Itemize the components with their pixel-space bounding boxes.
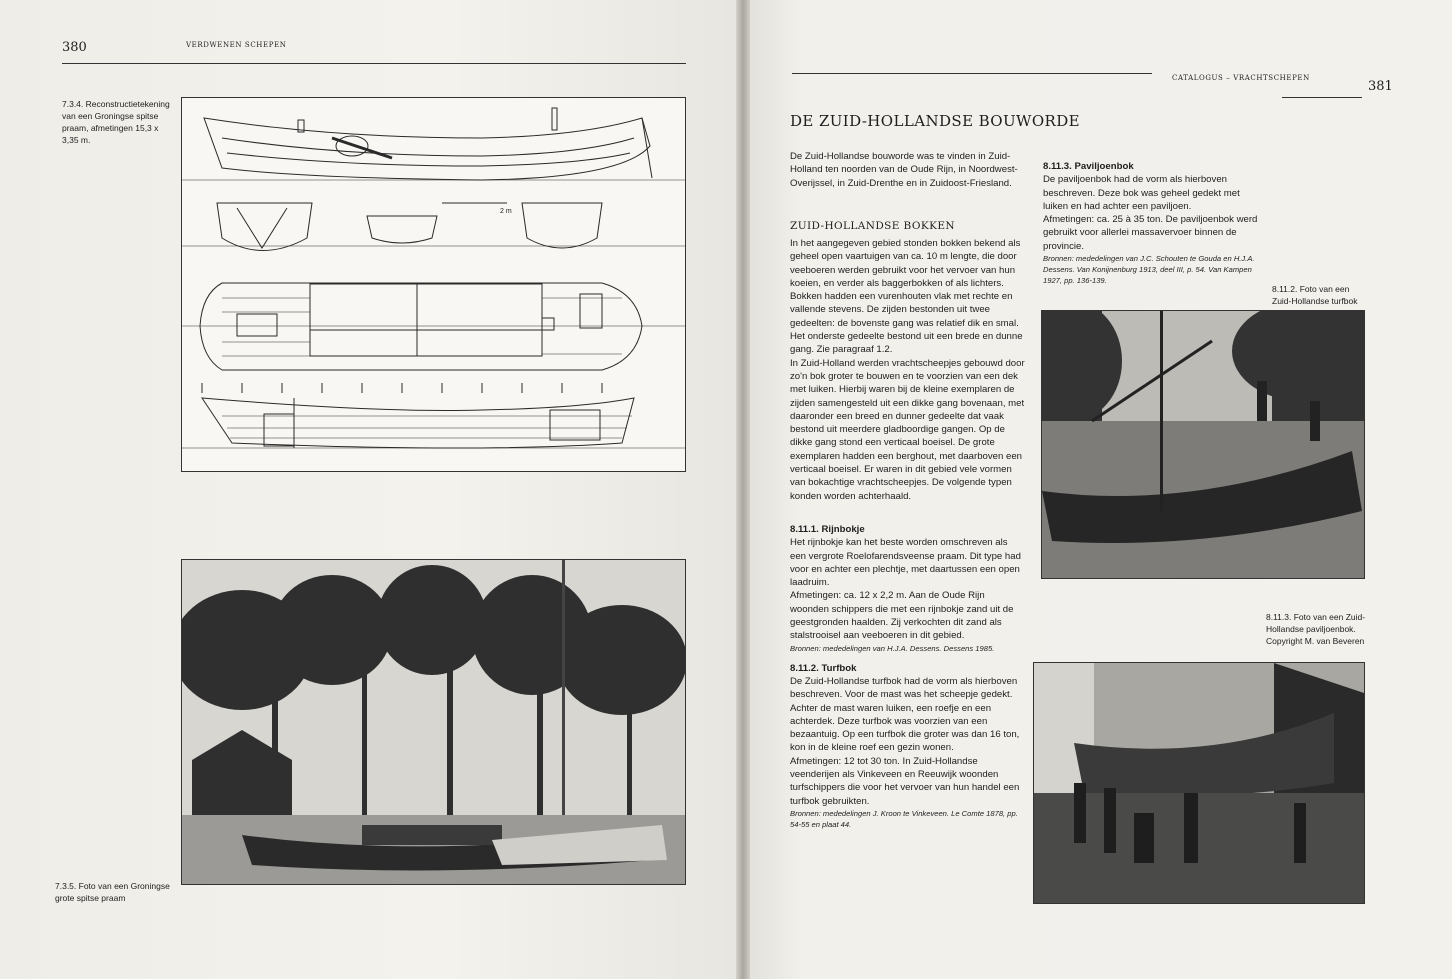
fig-8112-caption: 8.11.2. Foto van een Zuid-Hollandse turfbok	[1272, 284, 1358, 306]
heading-8113: 8.11.3. Paviljoenbok	[1043, 161, 1134, 172]
left-running-head: VERDWENEN SCHEPEN	[186, 41, 287, 49]
right-page-number: 381	[1368, 79, 1393, 94]
paviljoenbok-sources: Bronnen: mededelingen van J.C. Schouten te Gouda en H.J.A. Dessens. Van Konijnenburg 1913, deel III, p. 54. Van Kampen 1927, pp. 136-139.	[1043, 254, 1255, 286]
bokken-paragraph-1: In het aangegeven gebied stonden bokken bekend als geheel open vaartuigen van ca. 10 m lengte, die door veeboeren werden gebruikt voor het vervoer van hun koeien, en verder als baggerbokken of als lichters. Bokken hadden een vurenhouten vlak met rechte en vallende stevens. De zijden bestonden uit twee gedeelten: de bovenste gang was relatief dik en smal. Het onderste gedeelte bestond uit een brede en dunne gang. Zie paragraaf 1.2.	[790, 238, 1023, 356]
scale-label: 2 m	[500, 208, 512, 215]
right-running-head: CATALOGUS – VRACHTSCHEPEN	[1172, 74, 1310, 82]
heading-8111: 8.11.1. Rijnbokje	[790, 523, 865, 535]
paviljoenbok-text	[1043, 160, 1263, 286]
rijnbokje-paragraph-1: Het rijnbokje kan het beste worden omschreven als een vergrote Roelofarendsveense praam. Dit type had voor en achter een plechtje, met daartussen een open laadruim.	[790, 537, 1021, 589]
section-heading: ZUID-HOLLANDSE BOKKEN	[790, 220, 956, 232]
paviljoenbok-paragraph-2: Afmetingen: ca. 25 à 35 ton. De paviljoenbok werd gebruikt voor allerlei massavervoer binnen de provincie.	[1043, 214, 1258, 252]
rijnbokje-sources: Bronnen: mededelingen van H.J.A. Dessens. Dessens 1985.	[790, 643, 995, 653]
turfbok-photo	[1041, 310, 1365, 579]
chapter-title: DE ZUID-HOLLANDSE BOUWORDE	[790, 112, 1081, 130]
heading-8112: 8.11.2. Turfbok	[790, 662, 857, 674]
right-header-rule-left	[792, 73, 1152, 74]
fig-735-caption: 7.3.5. Foto van een Groningse grote spitse praam	[55, 881, 170, 903]
paviljoenbok-photo	[1033, 662, 1365, 904]
intro-paragraph: De Zuid-Hollandse bouworde was te vinden in Zuid-Holland ten noorden van de Oude Rijn, in Noordwest-Overijssel, in Zuid-Drenthe en in Zuidoost-Friesland.	[790, 151, 1018, 189]
reconstruction-drawing	[181, 97, 686, 472]
rijnbokje-paragraph-2: Afmetingen: ca. 12 x 2,2 m. Aan de Oude Rijn woonden schippers die met een rijnbokje zand uit de geestgronden haalden. Zij verkochten dit zand als stalstrooisel aan veeboeren in dit gebied.	[790, 590, 1014, 642]
bokken-paragraph-2: In Zuid-Holland werden vrachtscheepjes gebouwd door zo'n bok groter te bouwen en te voorzien van een dek met luiken. Hierbij waren bij de kleine exemplaren de zijden samengesteld uit een dikke gang bovenaan, met daaronder een breed en dunner gedeelte dat vaak bestond uit meerdere gladboordige gangen. Op de dikke gang stond een verticaal boeisel. De grote exemplaren hadden een berghout, met daarboven een verticaal boeisel. Er waren in dit gebied vele vormen van bokachtige vrachtscheepjes. De volgende typen konden worden achterhaald.	[790, 357, 1025, 502]
paviljoenbok-photo-svg	[1034, 663, 1364, 903]
turfbok-sources: Bronnen: mededelingen J. Kroon te Vinkeveen. Le Comte 1878, pp. 54-55 en plaat 44.	[790, 808, 1018, 829]
left-header-rule	[62, 63, 686, 64]
paviljoenbok-paragraph-1: De paviljoenbok had de vorm als hierboven beschreven. Deze bok was geheel gedekt met luiken en had achter een paviljoen.	[1043, 174, 1240, 212]
book-gutter	[736, 0, 750, 979]
bokken-text	[790, 237, 1026, 830]
turfbok-paragraph-1: De Zuid-Hollandse turfbok had de vorm als hierboven beschreven. Voor de mast was het scheepje gedekt. Achter de mast waren luiken, een roefje en een achterdek. Deze turfbok was voorzien van een bezaantuig. Op een turfbok die groter was dan 16 ton, kon in de kleine roef een gezin wonen.	[790, 675, 1020, 754]
turfbok-photo-svg	[1042, 311, 1364, 578]
turfbok-paragraph-2: Afmetingen: 12 tot 30 ton. In Zuid-Hollandse veenderijen als Vinkeveen en Reeuwijk woonden turfschippers die voor het vervoer van hun handel een turfbok gebruikten.	[790, 755, 1020, 807]
right-header-rule-right	[1282, 97, 1362, 98]
left-page-number: 380	[62, 40, 87, 55]
fig-8113-caption: 8.11.3. Foto van een Zuid-Hollandse paviljoenbok. Copyright M. van Beveren	[1266, 612, 1366, 646]
ship-plan-svg	[182, 98, 685, 471]
groningen-praam-photo	[181, 559, 686, 885]
fig-734-caption: 7.3.4. Reconstructietekening van een Groningse spitse praam, afmetingen 15,3 x 3,35 m.	[62, 99, 170, 145]
praam-photo-svg	[182, 560, 685, 884]
